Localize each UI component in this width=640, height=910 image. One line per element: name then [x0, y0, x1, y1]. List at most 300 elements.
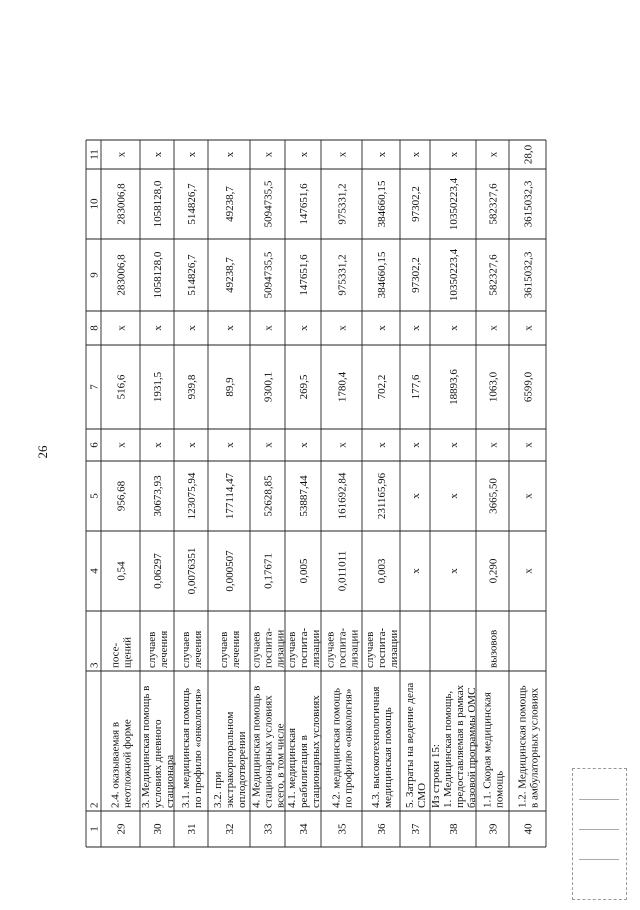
cell-col8: [186, 325, 198, 331]
cell-unit-line: случаев: [146, 631, 158, 668]
cell-col6: [410, 442, 422, 448]
column-header-11-line: 11: [88, 149, 101, 160]
cell-col7: [152, 371, 164, 402]
cell-row-number-line: 39: [487, 823, 500, 835]
cell-indicator-line: 3.2. при: [212, 771, 224, 808]
cell-indicator-line: 1.2. Медицинская помощь: [516, 685, 529, 808]
cell-col11: [298, 151, 310, 157]
cell-col6-line: x: [186, 442, 198, 448]
cell-unit: [364, 628, 400, 668]
cell-col10: [376, 180, 388, 227]
cell-col6: [376, 442, 388, 448]
cell-unit-line: случаев: [180, 631, 192, 668]
cell-norm-line: 0,011011: [336, 550, 349, 592]
cell-col6: [298, 442, 310, 448]
cell-col8-line: x: [224, 325, 236, 331]
cell-col6: [224, 442, 236, 448]
cell-col11-line: x: [410, 151, 422, 158]
cell-col8: [523, 325, 535, 331]
cell-col10-line: 49238,7: [224, 186, 236, 222]
cell-indicator: [140, 686, 176, 808]
column-header-7: [89, 384, 101, 390]
column-header-6-line: 6: [88, 442, 101, 448]
cell-unit: [488, 630, 500, 668]
cell-indicator-line: стационарных условиях: [262, 695, 275, 808]
column-header-10: [89, 198, 101, 210]
cell-col11: [523, 144, 535, 164]
cell-col11-line: 28,0: [522, 144, 535, 165]
cell-col7-line: 702,2: [376, 374, 388, 400]
cell-col9: [410, 257, 422, 293]
cell-norm-line: 0,000507: [224, 550, 236, 592]
column-header-8-line: 8: [88, 325, 101, 331]
cell-unit-line: госпита-: [376, 627, 388, 668]
cell-col6: [337, 442, 349, 448]
cell-norm-line: 0,003: [376, 558, 388, 584]
cell-col7-line: 939,8: [186, 374, 198, 400]
cell-col6: [263, 442, 275, 448]
cell-col6-line: x: [262, 442, 275, 448]
cell-indicator: [286, 695, 322, 808]
cell-row-number: [376, 823, 388, 835]
cell-col11: [116, 151, 128, 157]
cell-indicator-line: базовой программы ОМС: [466, 687, 478, 808]
cell-norm: [488, 558, 500, 583]
cell-col6: [523, 442, 535, 448]
cell-cost-line: 52628,85: [262, 475, 275, 517]
cell-indicator-line: 2.4. оказываемая в: [109, 721, 122, 808]
cell-cost-line: 30673,93: [152, 475, 164, 517]
cell-col6-line: x: [224, 442, 236, 448]
cell-col11-line: x: [186, 151, 198, 158]
cell-col7: [224, 377, 236, 397]
cell-indicator-line: 1. Медицинская помощь,: [442, 690, 454, 808]
cell-col10: [488, 183, 500, 225]
column-header-11: [89, 149, 101, 160]
cell-unit: [218, 631, 242, 668]
cell-indicator: [251, 686, 287, 808]
cell-col10: [298, 183, 310, 225]
cell-col6-line: x: [336, 442, 349, 448]
cell-col9: [116, 254, 128, 296]
cell-unit: [251, 628, 287, 668]
cell-norm-line: 0,54: [115, 561, 128, 581]
cell-col9: [523, 251, 535, 298]
cell-indicator-line: 3.1. медицинская помощь: [180, 688, 192, 808]
cell-col8: [488, 325, 500, 331]
cell-col6: [116, 442, 128, 448]
cell-indicator-line: 4.3. высокотехнологичная: [370, 686, 382, 808]
cell-indicator-line: Из строки 15:: [430, 744, 442, 808]
cell-col9-line: 10350223,4: [448, 248, 460, 302]
cell-col9-line: 514826,7: [186, 254, 198, 296]
cell-norm-line: x: [522, 568, 535, 574]
cell-col7-line: 89,9: [224, 377, 236, 397]
cell-col9-line: 49238,7: [224, 257, 236, 293]
cell-col7-line: 6599,0: [522, 371, 535, 403]
cell-col9: [263, 251, 275, 298]
cell-col6-line: x: [448, 442, 460, 448]
cell-col8-line: x: [262, 325, 275, 331]
cell-row-number-line: 31: [186, 823, 198, 835]
cell-col11-line: x: [115, 151, 128, 158]
cell-indicator-line: стационара: [164, 754, 176, 808]
cell-col7: [263, 372, 275, 402]
cell-col8-line: x: [410, 325, 422, 331]
cell-col8-line: x: [115, 325, 128, 331]
cell-row-number-line: 36: [376, 823, 388, 835]
cell-col10-line: 384660,15: [376, 180, 388, 228]
cell-indicator-line: 4.2. медицинская помощь: [330, 688, 343, 808]
cell-col7-line: 18893,6: [448, 369, 460, 405]
column-header-5-line: 5: [88, 493, 101, 499]
cell-indicator-line: 5. Затраты на ведение дела: [404, 682, 416, 808]
cell-row-number-line: 40: [522, 823, 535, 835]
cell-col11-line: x: [376, 151, 388, 158]
cell-norm: [410, 568, 422, 574]
cell-col7-line: 1780,4: [336, 371, 349, 403]
cell-row-number: [152, 823, 164, 835]
cell-cost-line: x: [448, 493, 460, 499]
cell-col10-line: 147651,6: [298, 183, 310, 225]
cell-row-number: [186, 824, 198, 835]
cell-indicator: [430, 684, 478, 808]
cell-col9: [152, 251, 164, 298]
cell-cost: [186, 472, 198, 519]
cell-col9-line: 3615032,3: [522, 251, 535, 299]
cell-unit-line: случаев: [250, 631, 263, 668]
cell-col11: [337, 151, 349, 157]
cell-col6-line: x: [487, 442, 500, 448]
cell-col10-line: 10350223,4: [448, 177, 460, 231]
cell-unit-line: лизации: [310, 629, 322, 668]
cell-col10-line: 5094735,5: [262, 180, 275, 228]
column-header-3: [89, 662, 101, 668]
cell-unit: [180, 631, 204, 668]
cell-col8-line: x: [336, 325, 349, 331]
cell-col10-line: 582327,6: [487, 183, 500, 225]
cell-unit-line: лечения: [192, 630, 204, 668]
cell-col9: [488, 254, 500, 296]
cell-col9-line: 5094735,5: [262, 251, 275, 299]
cell-col8: [410, 325, 422, 331]
cell-col8: [448, 325, 460, 331]
cell-indicator-line: всего, в том числе: [274, 723, 287, 808]
cell-col7-line: 177,6: [410, 374, 422, 400]
cell-col6: [152, 442, 164, 448]
cell-col8-line: x: [376, 325, 388, 331]
cell-col7-line: 1063,0: [487, 371, 500, 403]
cell-unit-line: лизации: [274, 629, 287, 668]
cell-col9-line: 582327,6: [487, 254, 500, 296]
cell-row-number-line: 29: [115, 823, 128, 835]
cell-row-number: [116, 823, 128, 835]
page-number: 26: [35, 445, 50, 459]
cell-col10-line: 3615032,3: [522, 180, 535, 228]
cell-indicator: [110, 719, 134, 808]
cell-col11: [263, 151, 275, 157]
cell-cost-line: x: [410, 493, 422, 499]
column-header-5: [89, 493, 101, 499]
cell-row-number: [448, 823, 460, 835]
column-header-4: [89, 568, 101, 574]
cell-col7: [448, 369, 460, 405]
cell-indicator-line: помощь: [493, 770, 506, 808]
cell-norm: [337, 551, 349, 591]
cell-col7: [116, 374, 128, 399]
cell-indicator-line: экстракорпоральном: [224, 711, 236, 808]
cell-col8-line: x: [298, 325, 310, 331]
cell-row-number: [298, 823, 310, 835]
cell-unit-line: госпита-: [336, 627, 349, 668]
cell-indicator-line: условиях дневного: [152, 719, 164, 808]
cell-row-number-line: 34: [298, 823, 310, 835]
cell-norm-line: 0,0076351: [186, 547, 198, 595]
cell-cost-line: 53887,44: [298, 475, 310, 517]
cell-unit-line: случаев: [286, 631, 298, 668]
cell-col8-line: x: [152, 325, 164, 331]
cell-indicator: [482, 692, 506, 808]
cell-cost: [523, 493, 535, 499]
cell-indicator-line: 3. Медицинская помощь в: [140, 685, 152, 808]
scan-stamp: [572, 768, 627, 900]
cell-norm-line: 0,290: [487, 558, 500, 584]
cell-col8: [224, 325, 236, 331]
column-header-9: [89, 272, 101, 278]
cell-col7: [337, 371, 349, 402]
column-header-2: [89, 803, 101, 809]
column-header-6: [89, 442, 101, 448]
cell-unit-line: вызовов: [487, 629, 500, 668]
cell-col7-line: 1931,5: [152, 371, 164, 403]
cell-col11: [410, 151, 422, 157]
cell-row-number-line: 33: [262, 823, 275, 835]
cell-indicator-line: неотложной форме: [121, 719, 134, 808]
cell-indicator-line: предоставляемая в рамках: [454, 684, 466, 808]
cell-row-number-line: 30: [152, 823, 164, 835]
cell-col8-line: x: [448, 325, 460, 331]
cell-unit-line: посе-: [109, 642, 122, 668]
cell-col6-line: x: [152, 442, 164, 448]
cell-norm: [224, 550, 236, 592]
cell-col6-line: x: [115, 442, 128, 448]
cell-row-number-line: 38: [448, 823, 460, 835]
cell-row-number-line: 32: [224, 823, 236, 835]
cell-col8: [263, 325, 275, 331]
cell-norm-line: x: [410, 568, 422, 574]
cell-unit-line: случаев: [364, 631, 376, 668]
cell-row-number-line: 37: [410, 823, 422, 835]
cell-cost-line: 3665,50: [487, 478, 500, 514]
cell-col11-line: x: [224, 151, 236, 158]
cell-norm-line: 0,17671: [262, 553, 275, 589]
cell-col9: [224, 257, 236, 293]
cell-col6-line: x: [376, 442, 388, 448]
cell-col11: [488, 151, 500, 157]
cell-col11-line: x: [152, 151, 164, 158]
cell-col11-line: x: [487, 151, 500, 158]
cell-col7: [523, 371, 535, 402]
cell-col8-line: x: [522, 325, 535, 331]
column-header-10-line: 10: [88, 198, 101, 210]
cell-col6-line: x: [298, 442, 310, 448]
cell-unit-line: лизации: [388, 629, 400, 668]
column-header-1: [89, 826, 101, 832]
cell-col9: [337, 254, 349, 295]
cell-col11: [448, 151, 460, 157]
cell-cost: [448, 493, 460, 499]
cell-col7-line: 269,5: [298, 374, 310, 400]
cell-col11: [186, 151, 198, 157]
cell-norm: [263, 553, 275, 589]
cell-indicator-line: 4.1. медицинская: [286, 727, 298, 808]
cell-norm: [186, 548, 198, 595]
cell-col9-line: 1058128,0: [152, 251, 164, 299]
cell-col9: [298, 254, 310, 296]
cell-col11-line: x: [336, 151, 349, 158]
cell-col7: [298, 374, 310, 399]
cell-col11: [224, 151, 236, 157]
cell-indicator-line: медицинская помощь: [382, 707, 394, 808]
cell-col10: [152, 180, 164, 227]
cell-cost: [116, 480, 128, 511]
cell-unit-line: лизации: [348, 629, 361, 668]
cell-norm-line: 0,06297: [152, 553, 164, 589]
cell-unit-line: щений: [121, 636, 134, 668]
cell-col10-line: 1058128,0: [152, 180, 164, 228]
cell-col10: [224, 186, 236, 222]
cell-row-number: [263, 823, 275, 835]
cell-unit: [110, 637, 134, 668]
cell-col9: [376, 251, 388, 298]
cell-col9-line: 147651,6: [298, 254, 310, 296]
cell-col11: [376, 151, 388, 157]
cell-indicator: [180, 688, 204, 808]
cell-row-number: [410, 823, 422, 835]
cell-col11-line: x: [262, 151, 275, 158]
cell-col10: [186, 183, 198, 225]
cell-indicator-line: 4. Медицинская помощь в: [250, 685, 263, 808]
cell-cost-line: 231165,96: [376, 472, 388, 520]
cell-unit-line: лечения: [158, 630, 170, 668]
cell-cost-line: 161692,84: [336, 472, 349, 520]
cell-unit: [325, 628, 361, 668]
cell-unit: [146, 631, 170, 668]
cell-col9-line: 283006,8: [115, 254, 128, 296]
cell-col7-line: 9300,1: [262, 371, 275, 403]
cell-norm: [298, 558, 310, 583]
cell-col6: [186, 442, 198, 448]
cell-col10-line: 975331,2: [336, 183, 349, 225]
cell-indicator-line: 1.1. Скорая медицинская: [481, 692, 494, 808]
cell-indicator-line: по профилю «онкология»: [192, 688, 204, 808]
cell-norm: [152, 553, 164, 589]
cell-col11: [152, 151, 164, 157]
cell-col11-line: x: [448, 151, 460, 158]
cell-col9: [448, 248, 460, 301]
cell-col9-line: 975331,2: [336, 254, 349, 296]
cell-row-number: [488, 823, 500, 835]
cell-col7: [186, 374, 198, 399]
column-header-7-line: 7: [88, 384, 101, 390]
cell-indicator-line: стационарных условиях: [310, 695, 322, 808]
cell-indicator-line: оплодотворении: [236, 731, 248, 808]
cell-cost-line: 123075,94: [186, 472, 198, 520]
cell-indicator-line: СМО: [416, 782, 428, 808]
cell-col9: [186, 254, 198, 296]
cell-indicator-line: реабилитация в: [298, 735, 310, 808]
cell-indicator: [212, 712, 248, 808]
cell-norm: [116, 561, 128, 581]
cell-cost: [224, 472, 236, 519]
cell-col10: [337, 183, 349, 224]
cell-indicator: [517, 685, 541, 808]
cell-col9-line: 384660,15: [376, 251, 388, 299]
cell-col9-line: 97302,2: [410, 257, 422, 293]
cell-col10-line: 514826,7: [186, 183, 198, 225]
cell-cost: [263, 475, 275, 517]
cell-col11-line: x: [298, 151, 310, 158]
cell-col7: [410, 374, 422, 399]
cell-unit-line: госпита-: [298, 627, 310, 668]
cell-col7: [376, 375, 388, 400]
cell-indicator-line: в амбулаторных условиях: [528, 687, 541, 808]
cell-unit-line: случаев: [324, 631, 337, 668]
cell-col10: [448, 177, 460, 230]
cell-norm: [523, 568, 535, 574]
cell-col8: [116, 325, 128, 331]
cell-cost: [298, 475, 310, 517]
cell-cost-line: 177114,47: [224, 472, 236, 520]
cell-unit-line: случаев: [218, 631, 230, 668]
cell-cost: [376, 472, 388, 519]
cell-row-number: [337, 823, 349, 835]
cell-unit-line: лечения: [230, 630, 242, 668]
cell-col10-line: 97302,2: [410, 186, 422, 222]
column-header-9-line: 9: [88, 272, 101, 278]
cell-row-number-line: 35: [336, 823, 349, 835]
cell-col10: [263, 180, 275, 227]
cell-col8: [152, 325, 164, 331]
column-header-3-line: 3: [88, 662, 101, 668]
column-header-4-line: 4: [88, 568, 101, 574]
cell-col7-line: 516,6: [115, 374, 128, 400]
cell-cost: [337, 472, 349, 519]
cell-cost: [488, 478, 500, 514]
cell-cost-line: x: [522, 493, 535, 499]
cell-cost-line: 956,68: [115, 480, 128, 512]
cell-col10: [116, 183, 128, 225]
cell-col6: [488, 442, 500, 448]
column-header-8: [89, 325, 101, 331]
cell-indicator: [370, 687, 394, 808]
cell-col10-line: 283006,8: [115, 183, 128, 225]
column-header-1-line: 1: [88, 826, 101, 832]
cell-col6: [448, 442, 460, 448]
cell-indicator: [331, 688, 355, 808]
cell-unit: [286, 628, 322, 668]
cell-col8-line: x: [487, 325, 500, 331]
cell-cost: [410, 493, 422, 499]
cell-col8: [298, 325, 310, 331]
cell-norm-line: x: [448, 568, 460, 574]
cell-col8: [337, 325, 349, 331]
cell-row-number: [224, 824, 236, 835]
cell-col8-line: x: [186, 325, 198, 331]
cell-col10: [410, 186, 422, 222]
cell-norm: [376, 558, 388, 583]
cell-indicator-line: по профилю «онкология»: [342, 688, 355, 808]
